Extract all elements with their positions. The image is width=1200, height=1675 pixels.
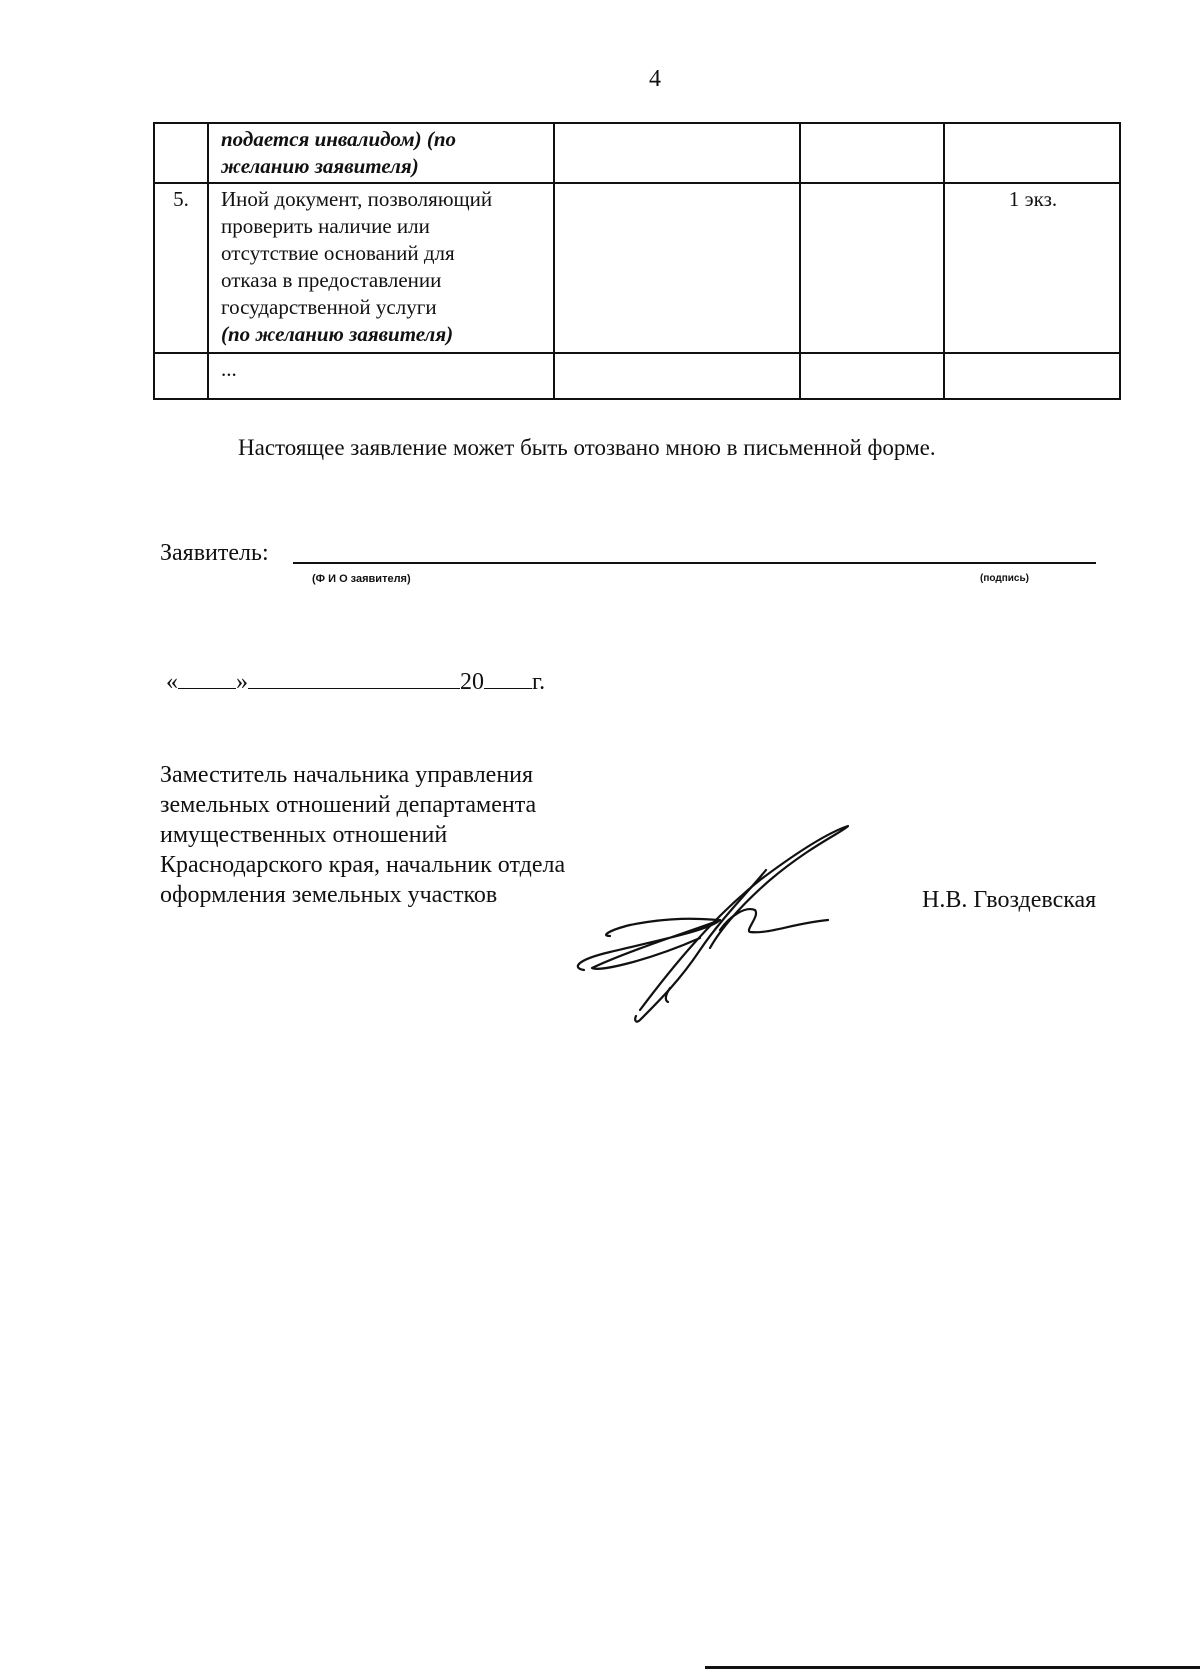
position-line: имущественных отношений xyxy=(160,822,448,848)
table-cell xyxy=(800,183,944,353)
signer-position xyxy=(160,760,565,910)
applicant-signature-line xyxy=(293,562,1096,564)
document-name-note: (по желанию заявителя) xyxy=(221,322,454,346)
revoke-note: Настоящее заявление может быть отозвано мною в письменной форме. xyxy=(238,435,936,460)
document-name xyxy=(208,183,554,353)
table-cell xyxy=(554,183,800,353)
bottom-rule xyxy=(705,1666,1200,1669)
date-open-quote: « xyxy=(166,669,178,695)
table-cell xyxy=(554,353,800,399)
document-name-line: государственной услуги xyxy=(221,295,437,319)
row-number xyxy=(154,353,208,399)
document-name-line: проверить наличие или xyxy=(221,214,430,238)
year-blank xyxy=(484,664,532,689)
copies-cell xyxy=(944,353,1120,399)
document-name xyxy=(208,123,554,183)
table-row xyxy=(154,183,1120,353)
document-name-line: желанию заявителя) xyxy=(221,154,419,178)
date-line xyxy=(166,664,545,696)
signer-name: Н.В. Гвоздевская xyxy=(922,887,1097,913)
handwritten-signature xyxy=(570,820,900,1030)
day-blank xyxy=(178,664,236,689)
document-name xyxy=(208,353,554,399)
position-line: земельных отношений департамента xyxy=(160,792,537,818)
table-cell xyxy=(800,353,944,399)
document-name-line: подается инвалидом) (по xyxy=(221,127,457,151)
row-number xyxy=(154,123,208,183)
signature-caption: (подпись) xyxy=(980,573,1029,584)
date-close-quote: » xyxy=(236,669,248,695)
document-name-line: ... xyxy=(221,357,237,381)
position-line: Заместитель начальника управления xyxy=(160,762,534,788)
document-name-line: Иной документ, позволяющий xyxy=(221,187,493,211)
copies-cell xyxy=(944,123,1120,183)
table-row xyxy=(154,353,1120,399)
position-line: Краснодарского края, начальник отдела xyxy=(160,852,566,878)
date-year-suffix: г. xyxy=(532,669,546,695)
page-number: 4 xyxy=(649,66,661,92)
table-cell xyxy=(554,123,800,183)
month-blank xyxy=(248,664,460,689)
date-century: 20 xyxy=(460,669,484,695)
document-name-line: отсутствие оснований для xyxy=(221,241,455,265)
documents-table xyxy=(153,122,1121,400)
fio-caption: (Ф И О заявителя) xyxy=(312,573,411,585)
document-name-line: отказа в предоставлении xyxy=(221,268,442,292)
copies-cell: 1 экз. xyxy=(944,183,1120,353)
applicant-label: Заявитель: xyxy=(160,540,269,566)
position-line: оформления земельных участков xyxy=(160,882,498,908)
row-number: 5. xyxy=(154,183,208,353)
table-cell xyxy=(800,123,944,183)
table-row xyxy=(154,123,1120,183)
